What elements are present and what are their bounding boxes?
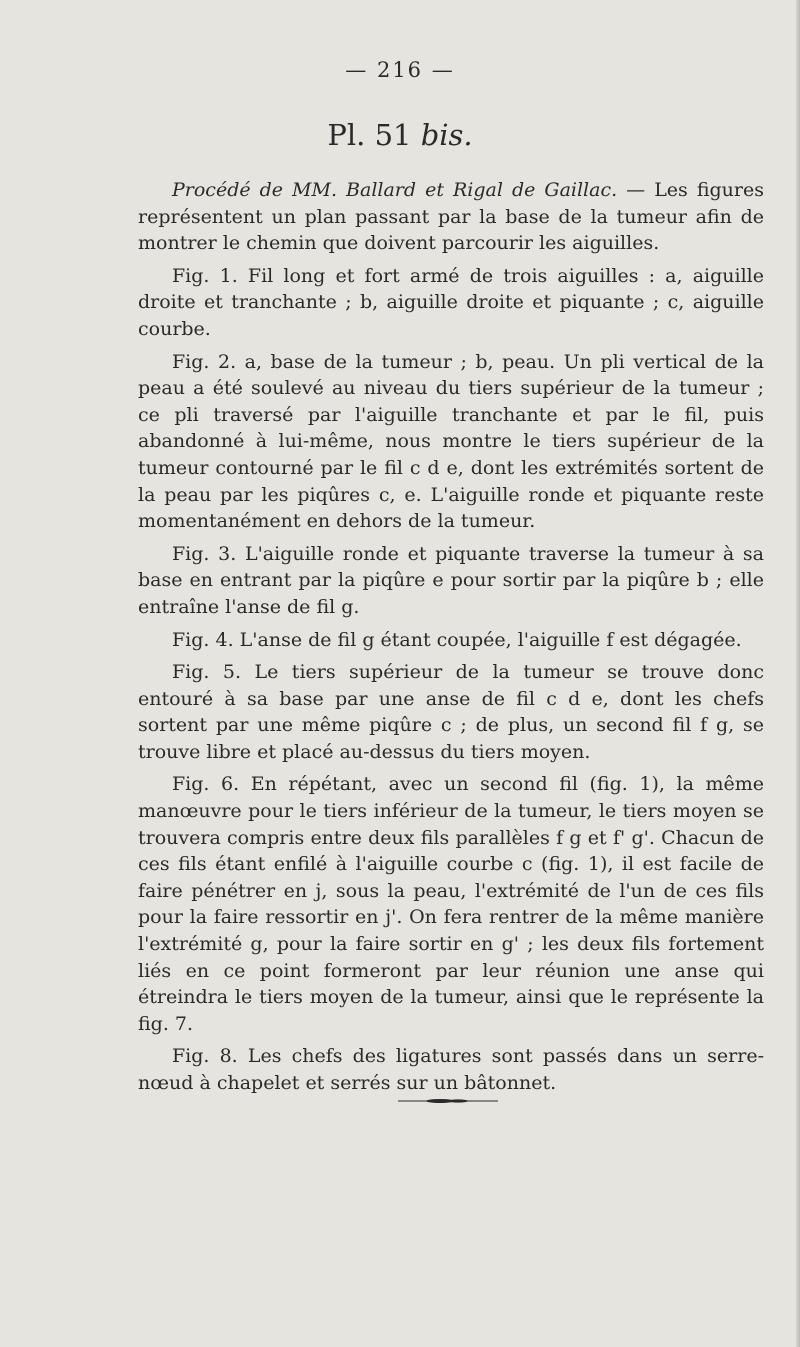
end-ornament-icon xyxy=(398,1098,498,1104)
page-number: — 216 — xyxy=(345,58,455,82)
intro-text: — Les figures représentent un plan passant par la base de la tumeur afin de montrer le chemin que doivent parcourir les aiguilles. xyxy=(138,179,764,255)
page-edge xyxy=(796,0,800,1347)
paragraph-fig6: Fig. 6. En répétant, avec un second fil (fig. 1), la même manœuvre pour le tiers inférieur de la tumeur, le tiers moyen se trouvera compris entre deux fils parallèles f g et f' g'. Chacun de ces fils étant enfilé à l'aiguille courbe c (fig. 1), il est facile de faire pénétrer en j, sous la peau, l'extrémité de l'un de ces fils pour la faire ressortir en j'. On fera rentrer de la même manière l'extrémité g, pour la faire sortir en g' ; les deux fils fortement liés en ce point formeront par leur réunion une anse qui étreindra le tiers moyen de la tumeur, ainsi que le représente la fig. 7. xyxy=(138,773,764,1035)
paragraph-fig8: Fig. 8. Les chefs des ligatures sont passés dans un serre-nœud à chapelet et serrés sur un bâtonnet. xyxy=(138,1045,764,1094)
plate-title-suffix: bis. xyxy=(420,118,473,152)
paragraph-fig3: Fig. 3. L'aiguille ronde et piquante traverse la tumeur à sa base en entrant par la piqûre e pour sortir par la piqûre b ; elle entraîne l'anse de fil g. xyxy=(138,542,764,618)
intro-lead: Procédé de MM. Ballard et Rigal de Gaillac. xyxy=(172,179,618,201)
body-text xyxy=(138,177,764,1103)
paragraph-fig5: Fig. 5. Le tiers supérieur de la tumeur se trouve donc entouré à sa base par une anse de fil c d e, dont les chefs sortent par une même piqûre c ; de plus, un second fil f g, se trouve libre et placé au-dessus du tiers moyen. xyxy=(138,661,764,763)
plate-title xyxy=(0,118,800,152)
plate-title-prefix: Pl. 51 xyxy=(327,118,421,152)
paragraph-intro xyxy=(138,177,764,257)
paragraph-fig2: Fig. 2. a, base de la tumeur ; b, peau. Un pli vertical de la peau a été soulevé au niveau du tiers supérieur de la tumeur ; ce pli traversé par l'aiguille tranchante et par le fil, puis abandonné à lui-même, nous montre le tiers supérieur de la tumeur contourné par le fil c d e, dont les extrémités sortent de la peau par les piqûres c, e. L'aiguille ronde et piquante reste momentanément en dehors de la tumeur. xyxy=(138,350,764,533)
paragraph-fig4: Fig. 4. L'anse de fil g étant coupée, l'aiguille f est dégagée. xyxy=(172,628,742,651)
paragraph-fig1: Fig. 1. Fil long et fort armé de trois aiguilles : a, aiguille droite et tranchante ; b, aiguille droite et piquante ; c, aiguille courbe. xyxy=(138,264,764,340)
